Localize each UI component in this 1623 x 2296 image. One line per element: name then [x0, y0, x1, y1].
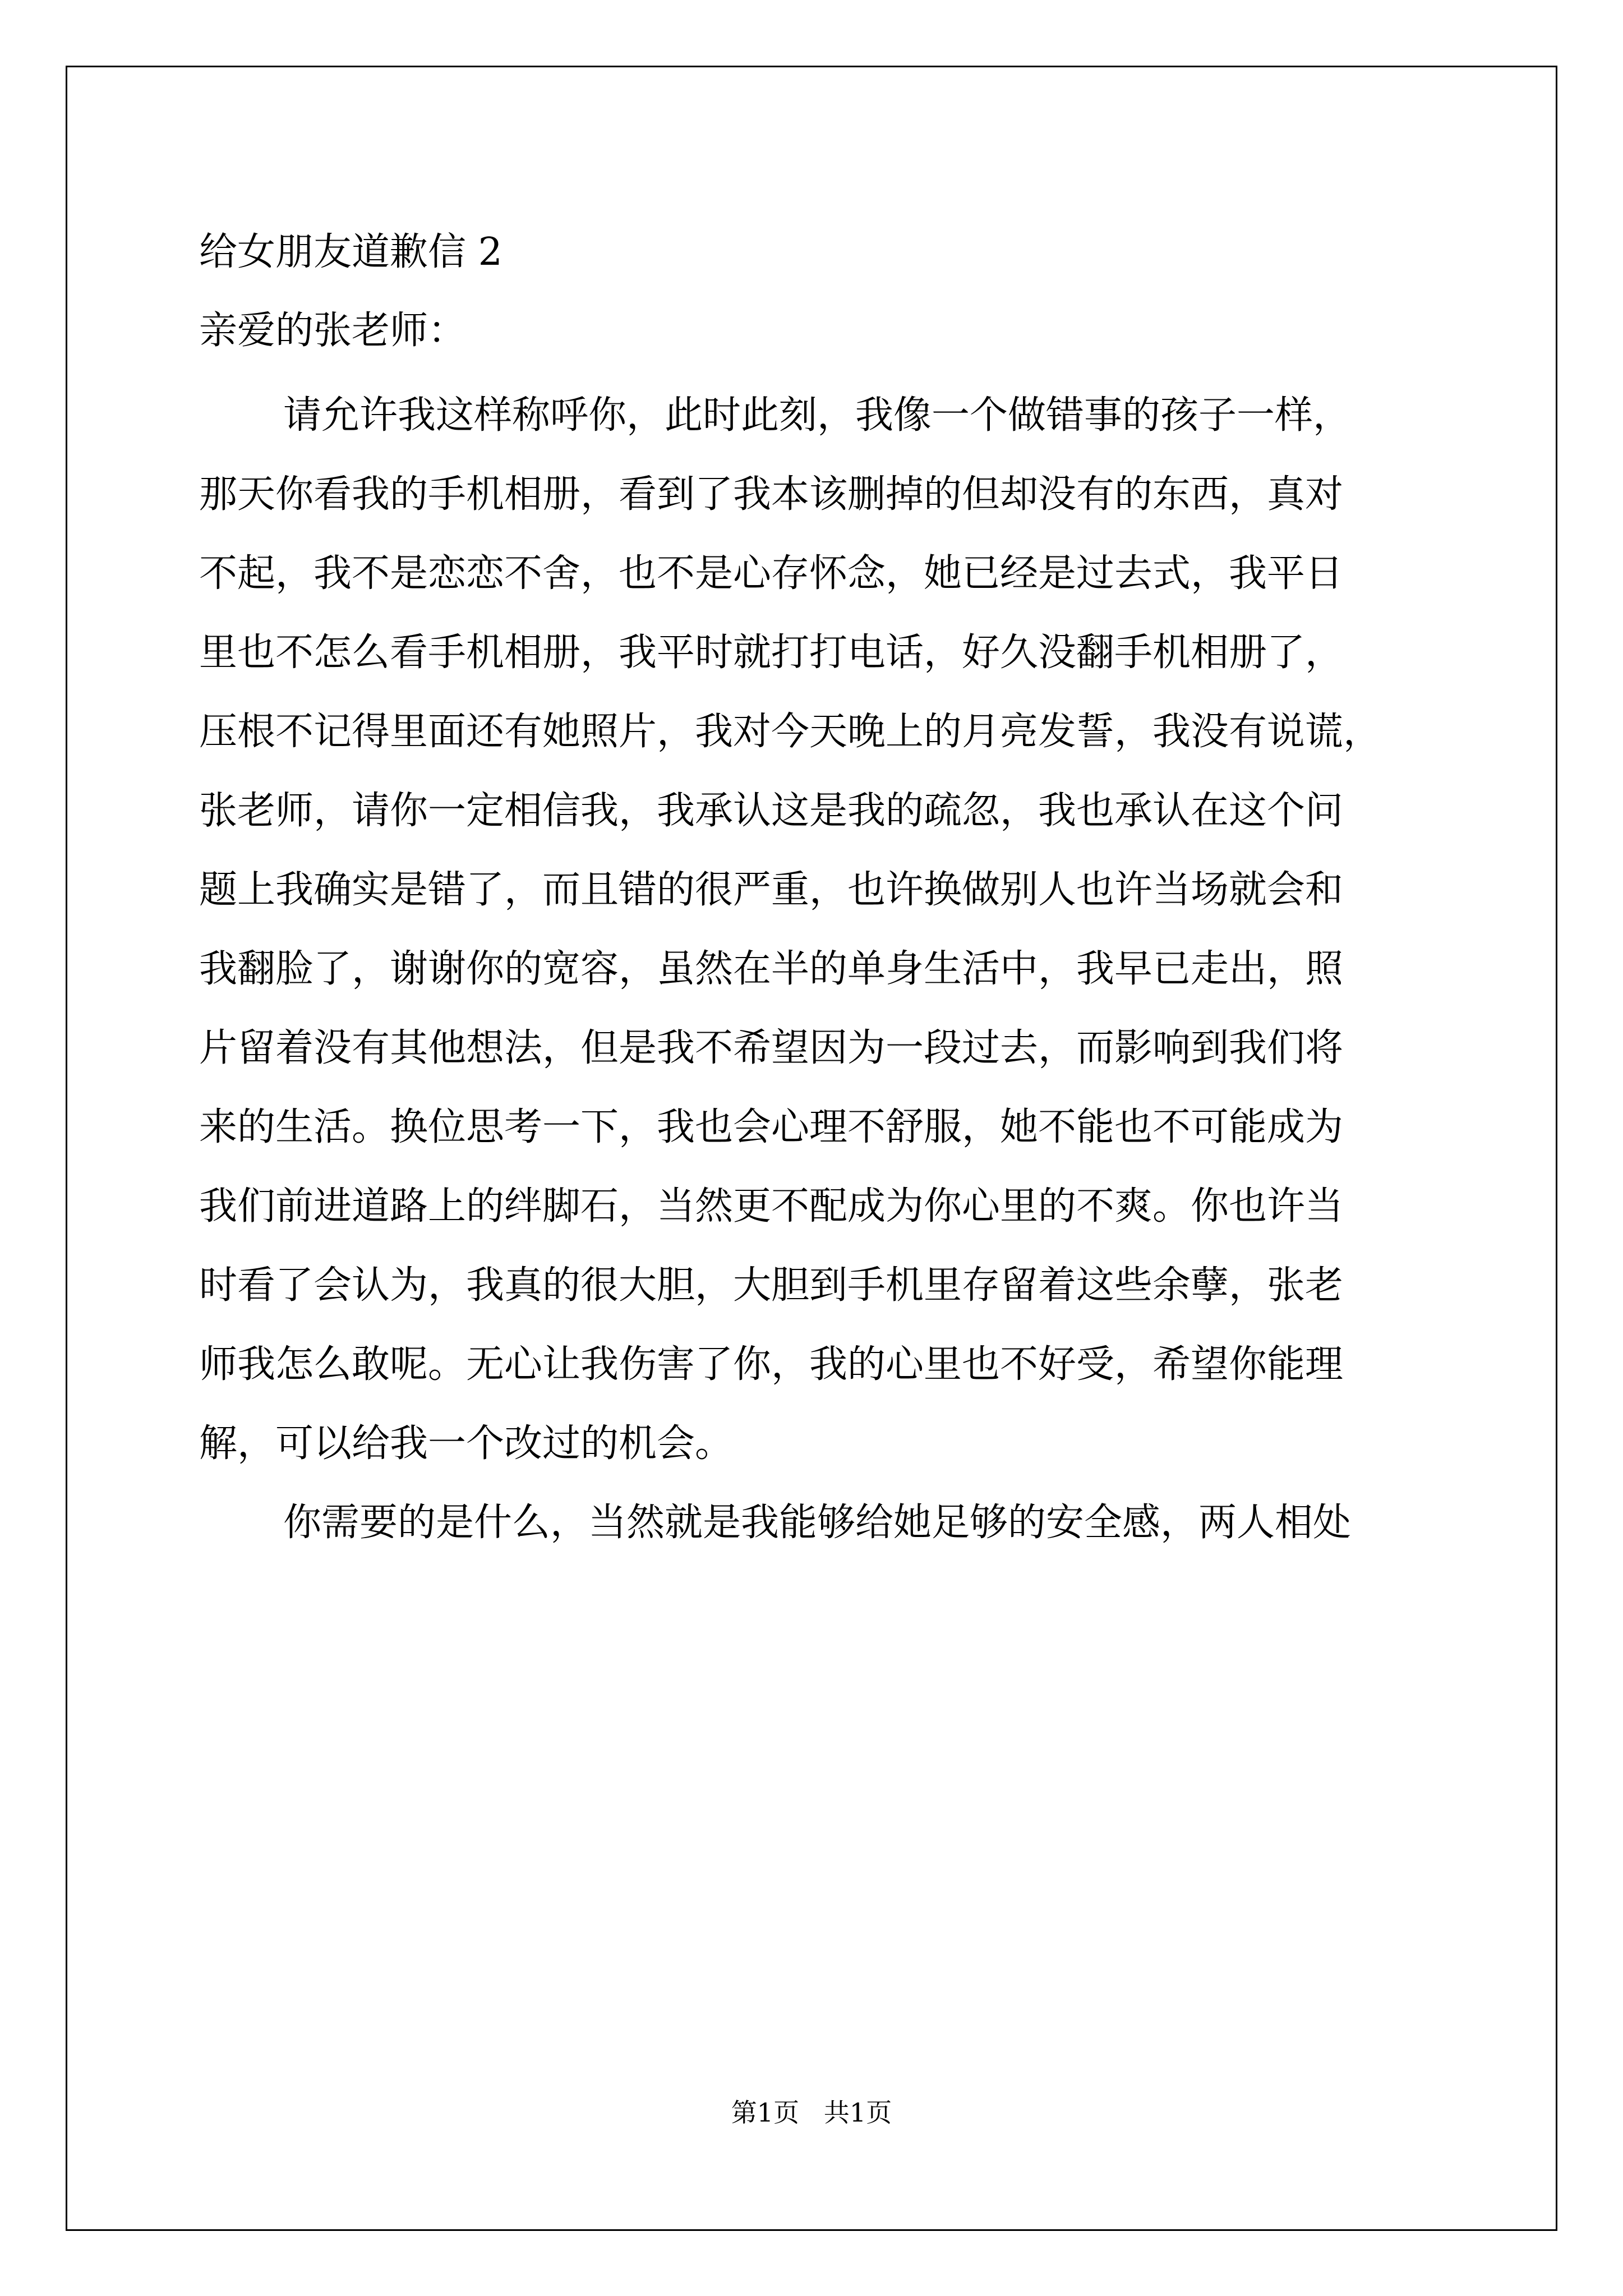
text-line: 题上我确实是错了，而且错的很严重，也许换做别人也许当场就会和: [199, 868, 1344, 912]
paragraph-1: [199, 376, 1433, 1483]
text-line: 时看了会认为，我真的很大胆，大胆到手机里存留着这些余孽，张老: [199, 1263, 1344, 1308]
page-footer: 第1页 共1页: [731, 2097, 892, 2128]
text-line: 张老师，请你一定相信我，我承认这是我的疏忽，我也承认在这个问: [199, 789, 1344, 833]
salutation: 亲爱的张老师：: [199, 309, 467, 353]
text-line: 我们前进道路上的绊脚石，当然更不配成为你心里的不爽。你也许当: [199, 1184, 1344, 1228]
text-line: 我翻脸了，谢谢你的宽容，虽然在半的单身生活中，我早已走出，照: [199, 947, 1344, 991]
text-line: 不起，我不是恋恋不舍，也不是心存怀念，她已经是过去式，我平日: [199, 551, 1344, 596]
text-line: 解，可以给我一个改过的机会。: [199, 1421, 734, 1466]
text-line: 来的生活。换位思考一下，我也会心理不舒服，她不能也不可能成为: [199, 1105, 1344, 1149]
text-line: 片留着没有其他想法，但是我不希望因为一段过去，而影响到我们将: [199, 1026, 1344, 1070]
document-body: [199, 219, 1433, 1562]
text-line: 师我怎么敢呢。无心让我伤害了你，我的心里也不好受，希望你能理: [199, 1342, 1344, 1387]
text-line: 请允许我这样称呼你，此时此刻，我像一个做错事的孩子一样，: [283, 393, 1352, 438]
text-line: 压根不记得里面还有她照片，我对今天晚上的月亮发誓，我没有说谎，: [199, 710, 1382, 754]
text-line: 你需要的是什么，当然就是我能够给她足够的安全感，两人相处: [283, 1501, 1352, 1545]
paragraph-2: [199, 1483, 1433, 1562]
text-line: 那天你看我的手机相册，看到了我本该删掉的但却没有的东西，真对: [199, 472, 1344, 517]
text-line: 里也不怎么看手机相册，我平时就打打电话，好久没翻手机相册了，: [199, 631, 1344, 675]
document-title: 给女朋友道歉信 2: [199, 230, 502, 274]
